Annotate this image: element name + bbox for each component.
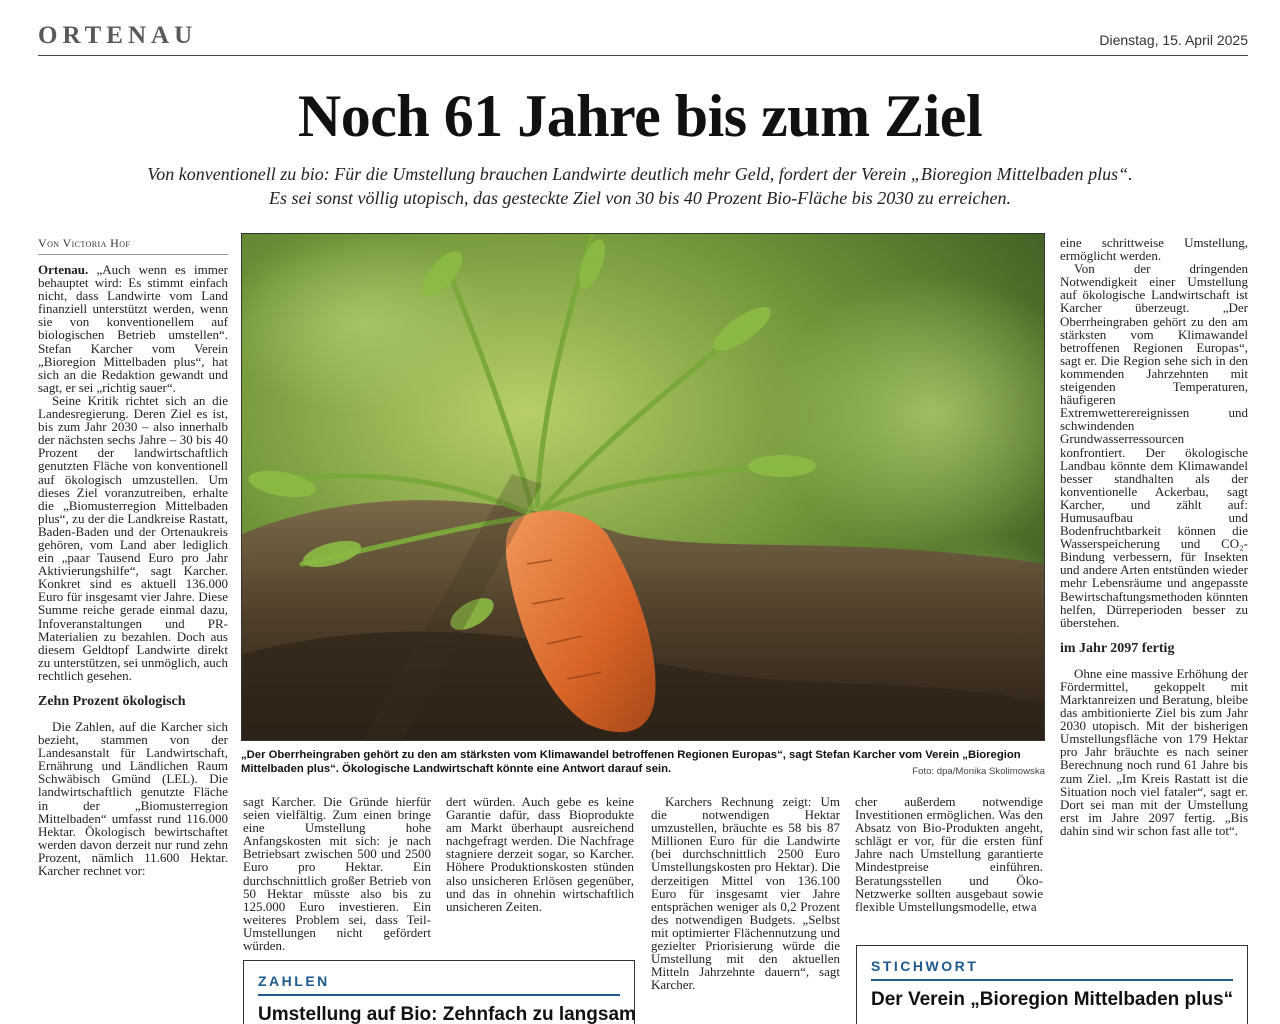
box-label: ZAHLEN [258, 973, 330, 989]
article-column-4 [651, 795, 840, 1024]
byline: Von Victoria Hof [38, 236, 228, 255]
lead-text: „Auch wenn es immer behauptet wird: Es stimmt einfach nicht, dass Landwirte vom Land finanziell unterstützt werden, wenn sie von konventionellem auf biologischen Betrieb umstellen“. Stefan Karcher vom Verein „Bioregion Mittelbaden plus“, hat sich an die Redaktion gewandt und sagt, er sei „richtig sauer“. [38, 263, 228, 395]
lead-paragraph [38, 263, 228, 394]
paragraph: Von der dringenden Notwendigkeit einer Umstellung auf ökologische Landwirtschaft ist Karcher überzeugt. „Der Oberrheingraben gehört zu den am stärksten vom Klimawandel betroffenen Regionen Europas“, sagt er. Die Region sehe sich in den kommenden Jahrzehnten mit steigenden Temperaturen, häufigeren Extremwetterereignissen und schwindenden Grundwasserressourcen konfrontiert. Der ökologische Landbau könnte dem Klimawandel besser standhalten als der konventionelle Ackerbau, sagt Karcher, und zählt auf: Humusaufbau und Bodenfruchtbarkeit können die Wasserspeicherung und CO₂-Bindung verbessern, für Insekten und andere Arten entstünden wieder mehr Lebensräume und angepasste Bewirtschaftungsmethoden könnten helfen, Dürreperioden besser zu überstehen. [1060, 261, 1248, 630]
dateline: Ortenau. [38, 263, 89, 277]
page-header [38, 22, 1248, 56]
photo-caption: „Der Oberrheingraben gehört zu den am stärksten vom Klimawandel betroffenen Regionen Europas“, sagt Stefan Karcher vom Verein „Bioregion Mittelbaden plus“. Ökologische Landwirtschaft könnte eine Antwort darauf sein. [241, 749, 1021, 775]
article-photo [241, 233, 1045, 741]
paragraph: eine schrittweise Umstellung, ermöglicht werden. [1060, 236, 1248, 264]
box-divider [871, 979, 1233, 981]
paragraph: Seine Kritik richtet sich an die Landesregierung. Deren Ziel es ist, bis zum Jahr 2030 – also innerhalb der nächsten sechs Jahre – 30 bis 40 Prozent der landwirtschaftlich genutzten Fläche von konventionell auf ökologisch umzustellen. Um dieses Ziel voranzutreiben, erhalte die „Biomusterregion Mittelbaden plus“, zu der die Landkreise Rastatt, Baden-Baden und der Ortenaukreis gehören, vom Land aber lediglich ein „paar Tausend Euro pro Jahr Aktivierungshilfe“, sagt Karcher. Konkret sind es aktuell 136.000 Euro für insgesamt vier Jahre. Diese Summe reiche gerade einmal dazu, Infoveranstaltungen und PR-Materialien zu bezahlen. Doch aus diesem Geldtopf Landwirte direkt zu unterstützen, sei unmöglich, auch rechtlich gesehen. [38, 392, 228, 683]
zahlen-box [243, 960, 635, 1024]
subheading: Zehn Prozent ökologisch [38, 694, 186, 709]
subline-line-2: Es sei sonst völlig utopisch, das gesteckte Ziel von 30 bis 40 Prozent Bio-Fläche bis 2030 zu erreichen. [268, 188, 1012, 208]
subline [60, 162, 1220, 210]
paragraph: Karchers Rechnung zeigt: Um die notwendigen Hektar umzustellen, bräuchte es 58 bis 87 Millionen Euro für die Landwirte (bei durchschnittlich 2500 Euro Umstellungskosten pro Hektar). Die derzeitigen Mittel von 136.100 Euro für insgesamt vier Jahre entsprächen weniger als 0,2 Prozent des notwendigen Budgets. „Selbst mit optimierter Flächennutzung und gezielter Priorisierung würde die Umstellung mit den aktuellen Mitteln Jahrzehnte dauern“, sagt Karcher. [651, 795, 840, 993]
subline-line-1: Von konventionell zu bio: Für die Umstellung brauchen Landwirte deutlich mehr Geld, fordert der Verein „Bioregion Mittelbaden plus“. [147, 164, 1133, 184]
box-title: Umstellung auf Bio: Zehnfach zu langsam [258, 1004, 636, 1024]
paragraph: dert würden. Auch gebe es keine Garantie dafür, dass Bioprodukte am Markt überhaupt ausreichend nachgefragt werden. Die Nachfrage stagniere derzeit sogar, so Karcher. Höhere Produktionskosten stünden also unsicheren Erlösen gegenüber, und das in ohnehin wirtschaftlich unsicheren Zeiten. [446, 795, 634, 914]
box-divider [258, 994, 620, 996]
subheading: im Jahr 2097 fertig [1060, 640, 1175, 656]
box-title: Der Verein „Bioregion Mittelbaden plus“ [871, 989, 1234, 1010]
article-column-2 [243, 795, 431, 955]
carrot-image [242, 234, 1045, 741]
article-column-6 [1060, 236, 1248, 946]
article-column-3 [446, 795, 634, 955]
box-label: STICHWORT [871, 958, 979, 974]
article-column-1 [38, 263, 228, 1024]
paragraph: Ohne eine massive Erhöhung der Fördermittel, gekoppelt mit Marktanreizen und Beratung, bleibe das ambitionierte Ziel bis zum Jahr 2030 utopisch. Mit der bisherigen Umstellungsfläche von 179 Hektar pro Jahr bräuchte es nach seiner Berechnung noch rund 61 Jahre bis zum Ziel. „Im Kreis Rastatt ist die Situation noch viel fataler“, sagt er. Dort sei man mit der Umstellung erst im Jahre 2097 fertig. „Bis dahin sind wir schon fast alle tot“. [1060, 665, 1248, 838]
paragraph: Die Zahlen, auf die Karcher sich bezieht, stammen von der Landesanstalt für Landwirtschaft, Ernährung und Ländlichen Raum Schwäbisch Gmünd (LEL). Die landwirtschaftlich genutzte Fläche in der „Biomusterregion Mittelbaden“ umfasst rund 116.000 Hektar. Ökologisch bewirtschaftet werden davon derzeit nur rund zehn Prozent, nämlich 11.600 Hektar. Karcher rechnet vor: [38, 719, 228, 879]
section-name: ORTENAU [38, 22, 198, 49]
headline: Noch 61 Jahre bis zum Ziel [297, 83, 983, 149]
issue-date: Dienstag, 15. April 2025 [1099, 32, 1248, 48]
paragraph: cher außerdem notwendige Investitionen ermöglichen. Was den Absatz von Bio-Produkten angeht, schlägt er vor, für die ersten fünf Jahre nach Umstellung garantierte Mindestpreise einführen. Beratungsstellen und Öko-Netzwerke sollten ausgebaut sowie flexible Umstellungsmodelle, etwa [855, 795, 1043, 914]
stichwort-box [856, 945, 1248, 1024]
article-column-5 [855, 795, 1043, 940]
photo-credit: Foto: dpa/Monika Skolimowska [912, 766, 1045, 777]
paragraph: sagt Karcher. Die Gründe hierfür seien vielfältig. Zum einen bringe eine Umstellung hohe Anfangskosten mit sich: je nach Betriebsart zwischen 500 und 2500 Euro pro Hektar. Ein durchschnittlich großer Betrieb von 50 Hektar müsste also bis zu 125.000 Euro investieren. Ein weiteres Problem sei, dass Teil-Umstellungen nicht gefördert würden. [243, 795, 431, 954]
